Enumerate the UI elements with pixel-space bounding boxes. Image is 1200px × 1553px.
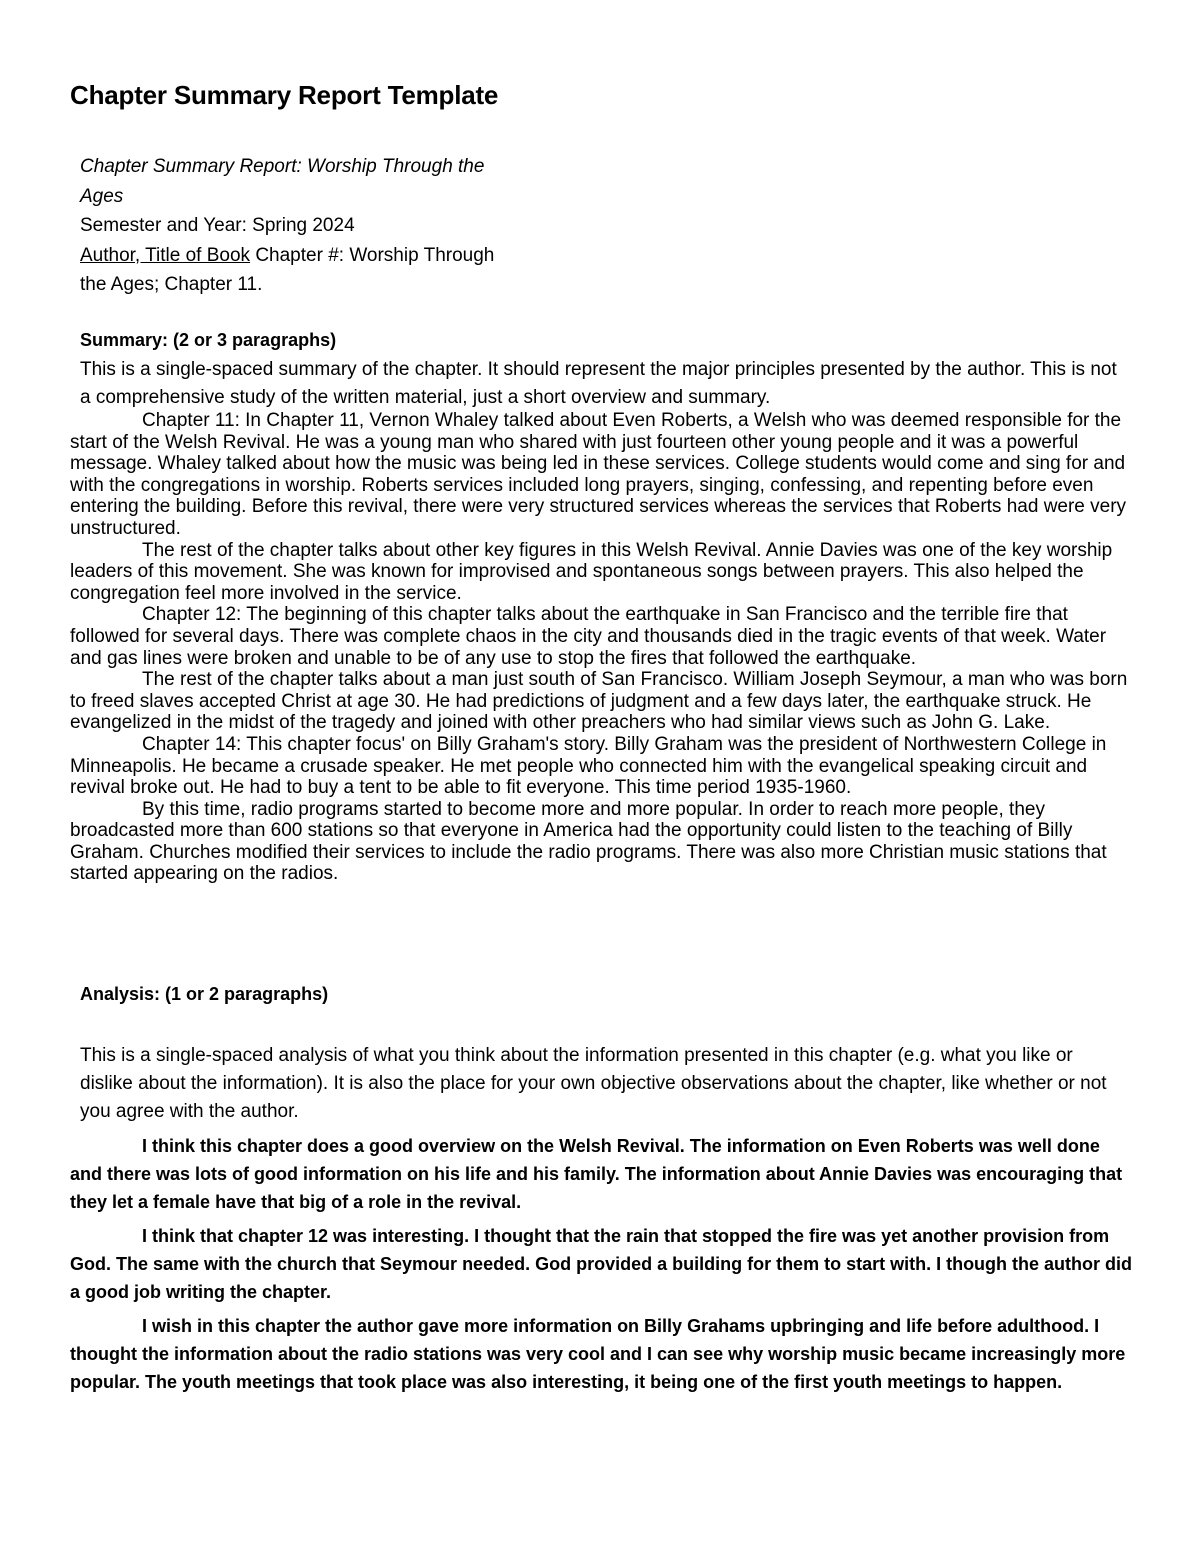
summary-paragraph: The rest of the chapter talks about a man just south of San Francisco. William Joseph Seymour, a man who was born to freed slaves accepted Christ at age 30. He had predictions of judgment and a few days later, the earthquake struck. He evangelized in the midst of the tragedy and joined with other preachers who had similar views such as John G. Lake. bbox=[70, 669, 1128, 734]
analysis-instructions: This is a single-spaced analysis of what you think about the information presented in this chapter (e.g. what you like or dislike about the information). It is also the place for your own objective observations about the chapter, like whether or not you agree with the author. bbox=[80, 1045, 1107, 1122]
analysis-paragraph: I wish in this chapter the author gave more information on Billy Grahams upbringing and life before adulthood. I thought the information about the radio stations was very cool and I can see why worship music became increasingly more popular. The youth meetings that took place was also interesting, it being one of the first youth meetings to happen. bbox=[70, 1316, 1126, 1392]
semester-year: Semester and Year: Spring 2024 bbox=[80, 215, 355, 236]
report-title: Chapter Summary Report: Worship Through the Ages bbox=[80, 156, 485, 207]
summary-paragraph: Chapter 12: The beginning of this chapter talks about the earthquake in San Francisco and the terrible fire that followed for several days. There was complete chaos in the city and thousands died in the tragic events of that week. Water and gas lines were broken and unable to be of any use to stop the fires that followed the earthquake. bbox=[70, 604, 1107, 669]
author-title-label: Author, Title of Book bbox=[80, 244, 251, 266]
summary-instructions: This is a single-spaced summary of the chapter. It should represent the major principles presented by the author. This is not a comprehensive study of the written material, just a short overview and summary. bbox=[80, 359, 1117, 408]
book-chapter-line bbox=[80, 241, 500, 300]
analysis-heading: Analysis: (1 or 2 paragraphs) bbox=[80, 984, 329, 1004]
analysis-body bbox=[70, 1132, 1134, 1402]
page-title: Chapter Summary Report Template bbox=[70, 80, 499, 110]
summary-body bbox=[70, 410, 1134, 885]
analysis-paragraph: I think that chapter 12 was interesting. I thought that the rain that stopped the fire was yet another provision from God. The same with the church that Seymour needed. God provided a building for them to start with. I though the author did a good job writing the chapter. bbox=[70, 1226, 1133, 1302]
summary-paragraph: The rest of the chapter talks about other key figures in this Welsh Revival. Annie Davies was one of the key worship leaders of this movement. She was known for improvised and spontaneous songs between prayers. This also helped the congregation feel more involved in the service. bbox=[70, 539, 1113, 604]
summary-paragraph: By this time, radio programs started to become more and more popular. In order to reach more people, they broadcasted more than 600 stations so that everyone in America had the opportunity could listen to the teaching of Billy Graham. Churches modified their services to include the radio programs. There was also more Christian music stations that started appearing on the radios. bbox=[70, 798, 1107, 885]
report-meta bbox=[80, 152, 500, 300]
summary-heading: Summary: (2 or 3 paragraphs) bbox=[80, 330, 337, 350]
summary-paragraph: Chapter 14: This chapter focus' on Billy Graham's story. Billy Graham was the president of Northwestern College in Minneapolis. He became a crusade speaker. He met people who connected him with the evangelical speaking circuit and revival broke out. He had to buy a tent to be able to fit everyone. This time period 1935-1960. bbox=[70, 733, 1107, 799]
analysis-paragraph: I think this chapter does a good overview on the Welsh Revival. The information on Even Roberts was well done and there was lots of good information on his life and his family. The information about Annie Davies was encouraging that they let a female have that big of a role in the revival. bbox=[70, 1136, 1123, 1212]
chapter-value: Chapter #: Worship Through the Ages; Chapter 11. bbox=[80, 244, 495, 295]
summary-paragraph: Chapter 11: In Chapter 11, Vernon Whaley talked about Even Roberts, a Welsh who was deemed responsible for the start of the Welsh Revival. He was a young man who shared with just fourteen other young people and it was a powerful message. Whaley talked about how the music was being led in these services. College students would come and sing for and with the congregations in worship. Roberts services included long prayers, singing, confessing, and repenting before even entering the building. Before this revival, there were very structured services whereas the services that Roberts had were very unstructured. bbox=[70, 410, 1127, 539]
